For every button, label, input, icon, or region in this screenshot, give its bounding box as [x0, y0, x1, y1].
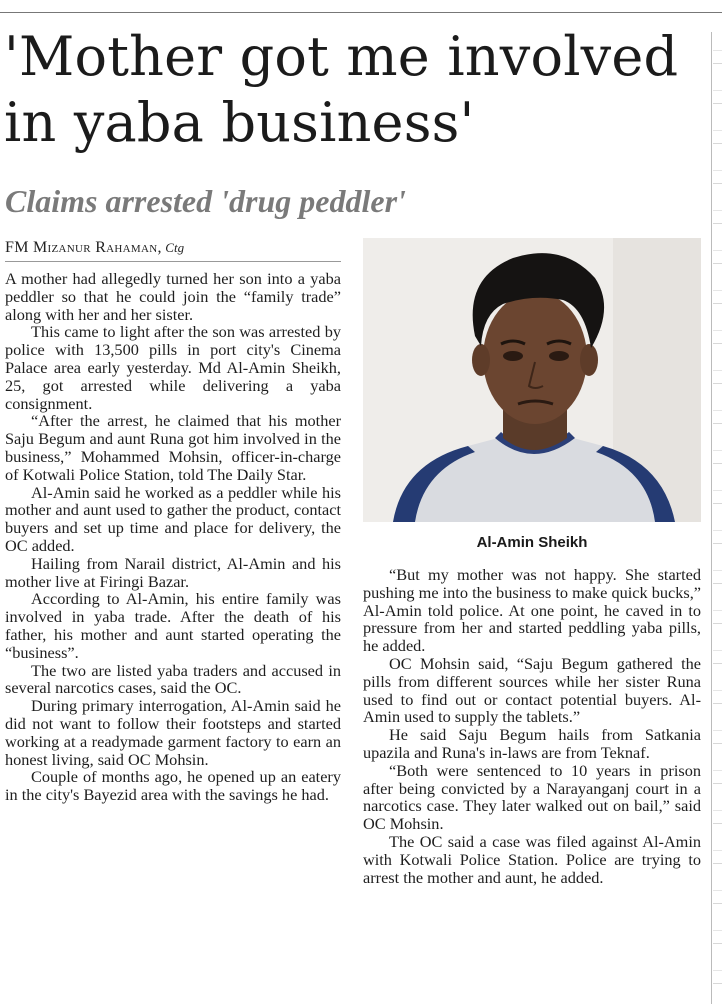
paragraph: A mother had allegedly turned her son into a yaba peddler so that he could join the “family trade” along with her and her sister.: [5, 269, 341, 324]
article-column-right: [363, 566, 701, 886]
subheadline: Claims arrested 'drug peddler': [5, 183, 406, 219]
paragraph: “Both were sentenced to 10 years in prison after being convicted by a Narayanganj court in a narcotics case. They later walked out on bail,” said OC Mohsin.: [363, 760, 701, 834]
byline: [5, 238, 341, 262]
page-edge: [713, 36, 722, 996]
paragraph: According to Al-Amin, his entire family was involved in yaba trade. After the death of his father, his mother and aunt started operating the “business”.: [5, 589, 341, 662]
paragraph: This came to light after the son was arrested by police with 13,500 pills in port city's Cinema Palace area early yesterday. Md Al-Amin Sheikh, 25, got arrested while delivering a yaba consignment.: [5, 322, 341, 413]
paragraph: Couple of months ago, he opened up an eatery in the city's Bayezid area with the savings he had.: [5, 767, 341, 805]
paragraph: During primary interrogation, Al-Amin said he did not want to follow their footsteps and started working at a readymade garment factory to earn an honest living, said OC Mohsin.: [5, 696, 341, 769]
paragraph: He said Saju Begum hails from Satkania upazila and Runa's in-laws are from Teknaf.: [363, 725, 701, 762]
paragraph: The OC said a case was filed against Al-Amin with Kotwali Police Station. Police are trying to arrest the mother and aunt, he added.: [363, 831, 701, 887]
paragraph: OC Mohsin said, “Saju Begum gathered the pills from different sources while her sister Runa used to find out or contact potential buyers. Al-Amin used to supply the tablets.”: [363, 653, 701, 727]
top-rule: [0, 12, 722, 13]
photo-caption: Al-Amin Sheikh: [476, 534, 588, 551]
headline-line-2: in yaba business': [4, 91, 475, 154]
paragraph: “After the arrest, he claimed that his mother Saju Begum and aunt Runa got him involved in the business,” Mohammed Mohsin, officer-in-charge of Kotwali Police Station, told The Daily Star.: [5, 411, 341, 484]
suspect-photo: [363, 238, 701, 522]
byline-name: FM Mizanur Rahaman,: [5, 239, 162, 256]
paragraph: Hailing from Narail district, Al-Amin and his mother live at Firingi Bazar.: [5, 553, 341, 591]
byline-location: Ctg: [165, 240, 185, 255]
article-column-left: [5, 270, 341, 804]
headline-line-1: 'Mother got me involved: [4, 25, 679, 88]
headline: [4, 24, 710, 156]
paragraph: Al-Amin said he worked as a peddler while his mother and aunt used to gather the product, contact buyers and set up time and place for delivery, the OC added.: [5, 482, 341, 555]
paragraph: The two are listed yaba traders and accused in several narcotics cases, said the OC.: [5, 660, 341, 698]
paragraph: “But my mother was not happy. She started pushing me into the business to make quick bucks,” Al-Amin told police. At one point, he caved in to pressure from her and started peddling yaba pills, he added.: [363, 565, 701, 656]
column-rule: [711, 32, 712, 1004]
